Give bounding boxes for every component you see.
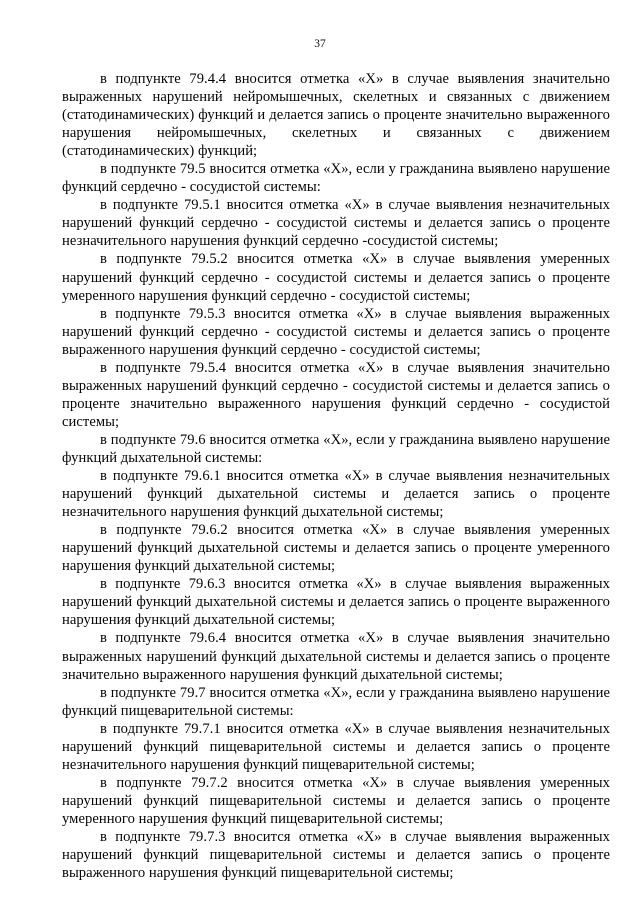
paragraph-79-6-2: в подпункте 79.6.2 вносится отметка «Х» в случае выявления умеренных нарушений функций дыхательной системы и делается запись о проценте умеренного нарушения функций дыхательной системы; — [62, 522, 610, 575]
paragraph-79-5-2: в подпункте 79.5.2 вносится отметка «Х» в случае выявления умеренных нарушений функций сердечно - сосудистой системы и делается запись о проценте умеренного нарушения функций сердечно - сосудистой системы; — [62, 251, 610, 304]
paragraph-79-6-3: в подпункте 79.6.3 вносится отметка «Х» в случае выявления выраженных нарушений функций дыхательной системы и делается запись о проценте выраженного нарушения функций дыхательной системы; — [62, 576, 610, 629]
paragraph-79-5: в подпункте 79.5 вносится отметка «Х», если у гражданина выявлено нарушение функций сердечно - сосудистой системы: — [62, 161, 610, 196]
paragraph-79-5-3: в подпункте 79.5.3 вносится отметка «Х» в случае выявления выраженных нарушений функций сердечно - сосудистой системы и делается запись о проценте выраженного нарушения функций сердечно - сосудистой системы; — [62, 305, 610, 358]
paragraph-79-7-1: в подпункте 79.7.1 вносится отметка «Х» в случае выявления незначительных нарушений функций пищеварительной системы и делается запись о проценте незначительного нарушения функций пищеварительной системы; — [62, 720, 610, 773]
paragraph-79-7-2: в подпункте 79.7.2 вносится отметка «Х» в случае выявления умеренных нарушений функций пищеварительной системы и делается запись о проценте умеренного нарушения функций пищеварительной системы; — [62, 774, 610, 827]
paragraph-79-5-4: в подпункте 79.5.4 вносится отметка «Х» в случае выявления значительно выраженных нарушений функций сердечно - сосудистой системы и делается запись о проценте значительно выраженного нарушения функций сердечно - сосудистой системы; — [62, 359, 610, 430]
paragraph-79-5-1: в подпункте 79.5.1 вносится отметка «Х» в случае выявления незначительных нарушений функций сердечно - сосудистой системы и делается запись о проценте незначительного нарушения функций сердечно -сосудистой системы; — [62, 197, 610, 250]
paragraph-79-6-1: в подпункте 79.6.1 вносится отметка «Х» в случае выявления незначительных нарушений функций дыхательной системы и делается запись о проценте незначительного нарушения функций дыхательной системы; — [62, 468, 610, 521]
paragraph-79-6-4: в подпункте 79.6.4 вносится отметка «Х» в случае выявления значительно выраженных нарушений функций дыхательной системы и делается запись о проценте значительно выраженного нарушения функций дыхательной системы; — [62, 630, 610, 683]
paragraph-79-4-4: в подпункте 79.4.4 вносится отметка «Х» в случае выявления значительно выраженных нарушений нейромышечных, скелетных и связанных с движением (статодинамических) функций и делается запись о проценте значительно выраженного нарушения нейромышечных, скелетных и связанных с движением (статодинамических) функций; — [62, 71, 610, 160]
paragraph-79-6: в подпункте 79.6 вносится отметка «Х», если у гражданина выявлено нарушение функций дыхательной системы: — [62, 431, 610, 466]
page-number: 37 — [314, 38, 326, 50]
document-body — [62, 70, 610, 882]
paragraph-79-7: в подпункте 79.7 вносится отметка «Х», если у гражданина выявлено нарушение функций пищеварительной системы: — [62, 684, 610, 719]
paragraph-79-7-3: в подпункте 79.7.3 вносится отметка «Х» в случае выявления выраженных нарушений функций пищеварительной системы и делается запись о проценте выраженного нарушения функций пищеварительной системы; — [62, 828, 610, 882]
